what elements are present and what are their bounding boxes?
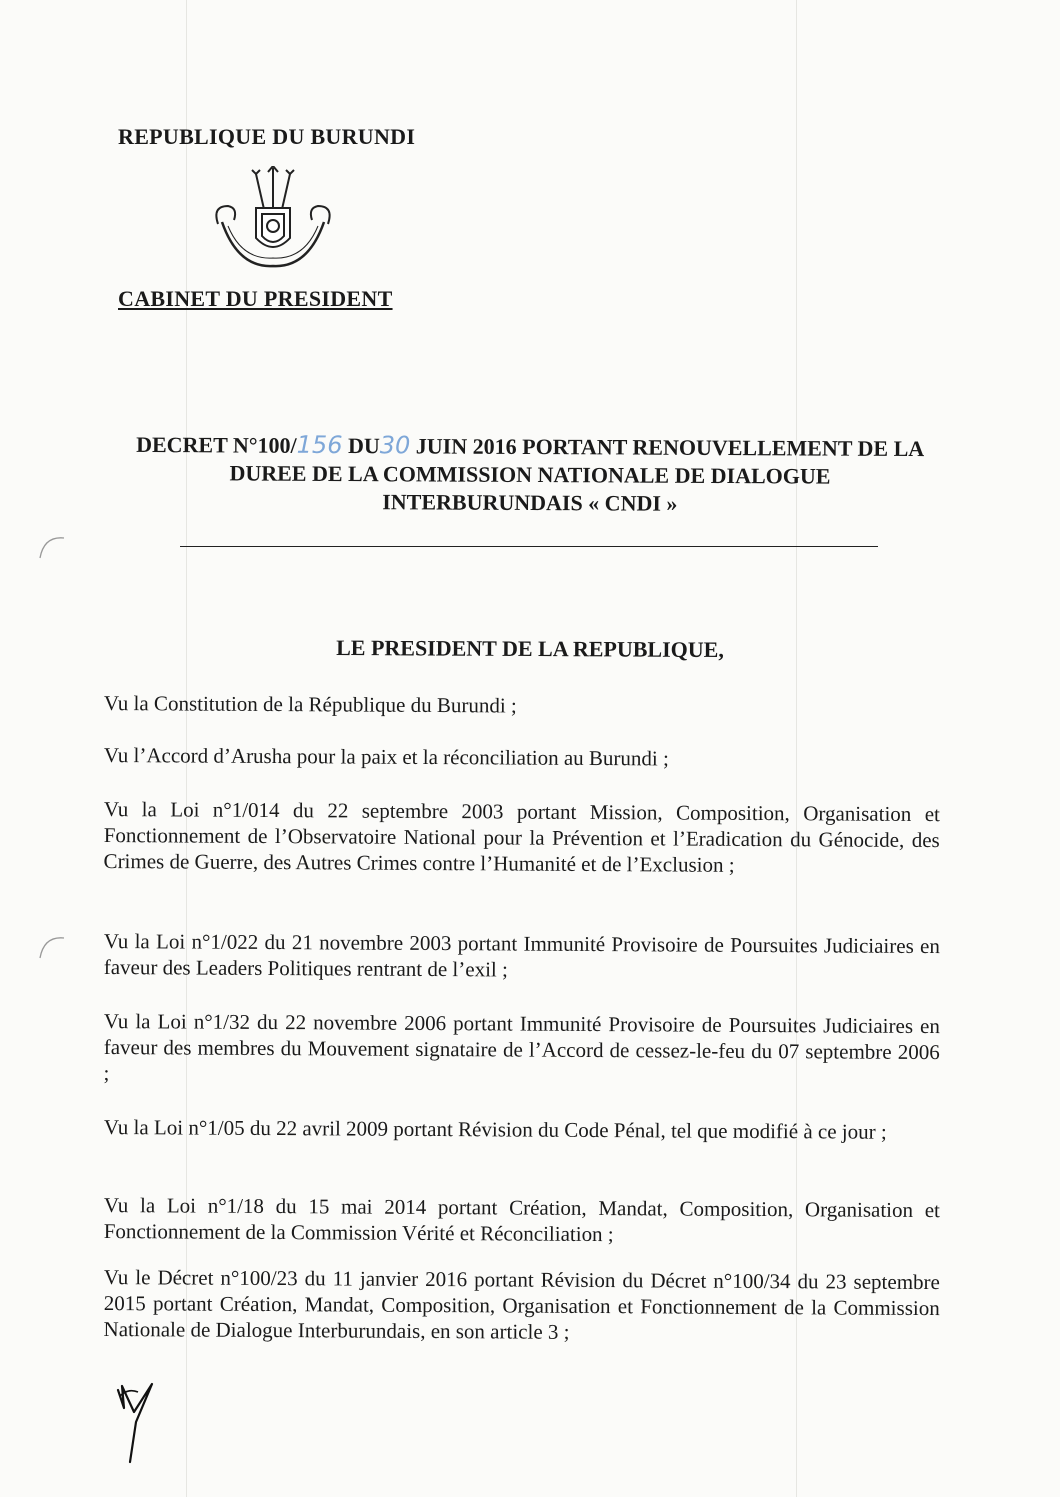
consideration-paragraph: Vu la Constitution de la République du Burundi ; [103, 691, 517, 718]
consideration-paragraph: Vu le Décret n°100/23 du 11 janvier 2016 portant Révision du Décret n°100/34 du 23 septembre 2015 portant Création, Mandat, Composition, Organisation et Fonctionnement de la Commission Nationale de Dialogue Interburundais, en son article 3 ; [103, 1265, 940, 1344]
decree-line1-rest: JUIN 2016 PORTANT RENOUVELLEMENT DE LA [410, 433, 925, 462]
president-heading: LE PRESIDENT DE LA REPUBLIQUE, [336, 634, 724, 663]
punch-hole-top [34, 532, 70, 562]
decree-title-line1 [70, 430, 990, 464]
country-header: REPUBLIQUE DU BURUNDI [118, 124, 416, 149]
initials-signature [112, 1378, 162, 1466]
decree-prefix: DECRET N°100/ [136, 431, 297, 458]
consideration-paragraph: Vu la Loi n°1/022 du 21 novembre 2003 portant Immunité Provisoire de Poursuites Judiciaires en faveur des Leaders Politiques rentrant de l’exil ; [103, 929, 940, 982]
punch-hole-bottom [34, 932, 70, 962]
consideration-paragraph: Vu la Loi n°1/05 du 22 avril 2009 portant Révision du Code Pénal, tel que modifié à ce jour ; [103, 1115, 887, 1144]
consideration-paragraph: Vu la Loi n°1/18 du 15 mai 2014 portant Création, Mandat, Composition, Organisation et Fonctionnement de la Commission Vérité et Réconciliation ; [103, 1193, 940, 1247]
decree-title-line2: DUREE DE LA COMMISSION NATIONALE DE DIALOGUE [229, 460, 831, 489]
decree-title [70, 430, 990, 520]
consideration-paragraph: Vu la Loi n°1/014 du 22 septembre 2003 portant Mission, Composition, Organisation et Fonctionnement de l’Observatoire National pour la Prévention et l’Eradication du Génocide, des Crimes de Guerre, des Autres Crimes contre l’Humanité et de l’Exclusion ; [103, 797, 940, 877]
consideration-paragraph: Vu la Loi n°1/32 du 22 novembre 2006 portant Immunité Provisoire de Poursuites Judiciaires en faveur des membres du Mouvement signataire de l’Accord de cessez-le-feu du 07 septembre 2006 ; [103, 1009, 940, 1086]
title-divider [180, 546, 878, 547]
cabinet-header: CABINET DU PRESIDENT [118, 286, 393, 311]
burundi-coat-of-arms-emblem [208, 166, 338, 278]
consideration-paragraph: Vu l’Accord d’Arusha pour la paix et la réconciliation au Burundi ; [103, 743, 669, 771]
handwritten-decree-number: 156 [296, 430, 343, 460]
decree-du: DU [342, 433, 380, 459]
decree-title-line3: INTERBURUNDAIS « CNDI » [382, 489, 678, 516]
handwritten-day: 30 [379, 431, 411, 460]
